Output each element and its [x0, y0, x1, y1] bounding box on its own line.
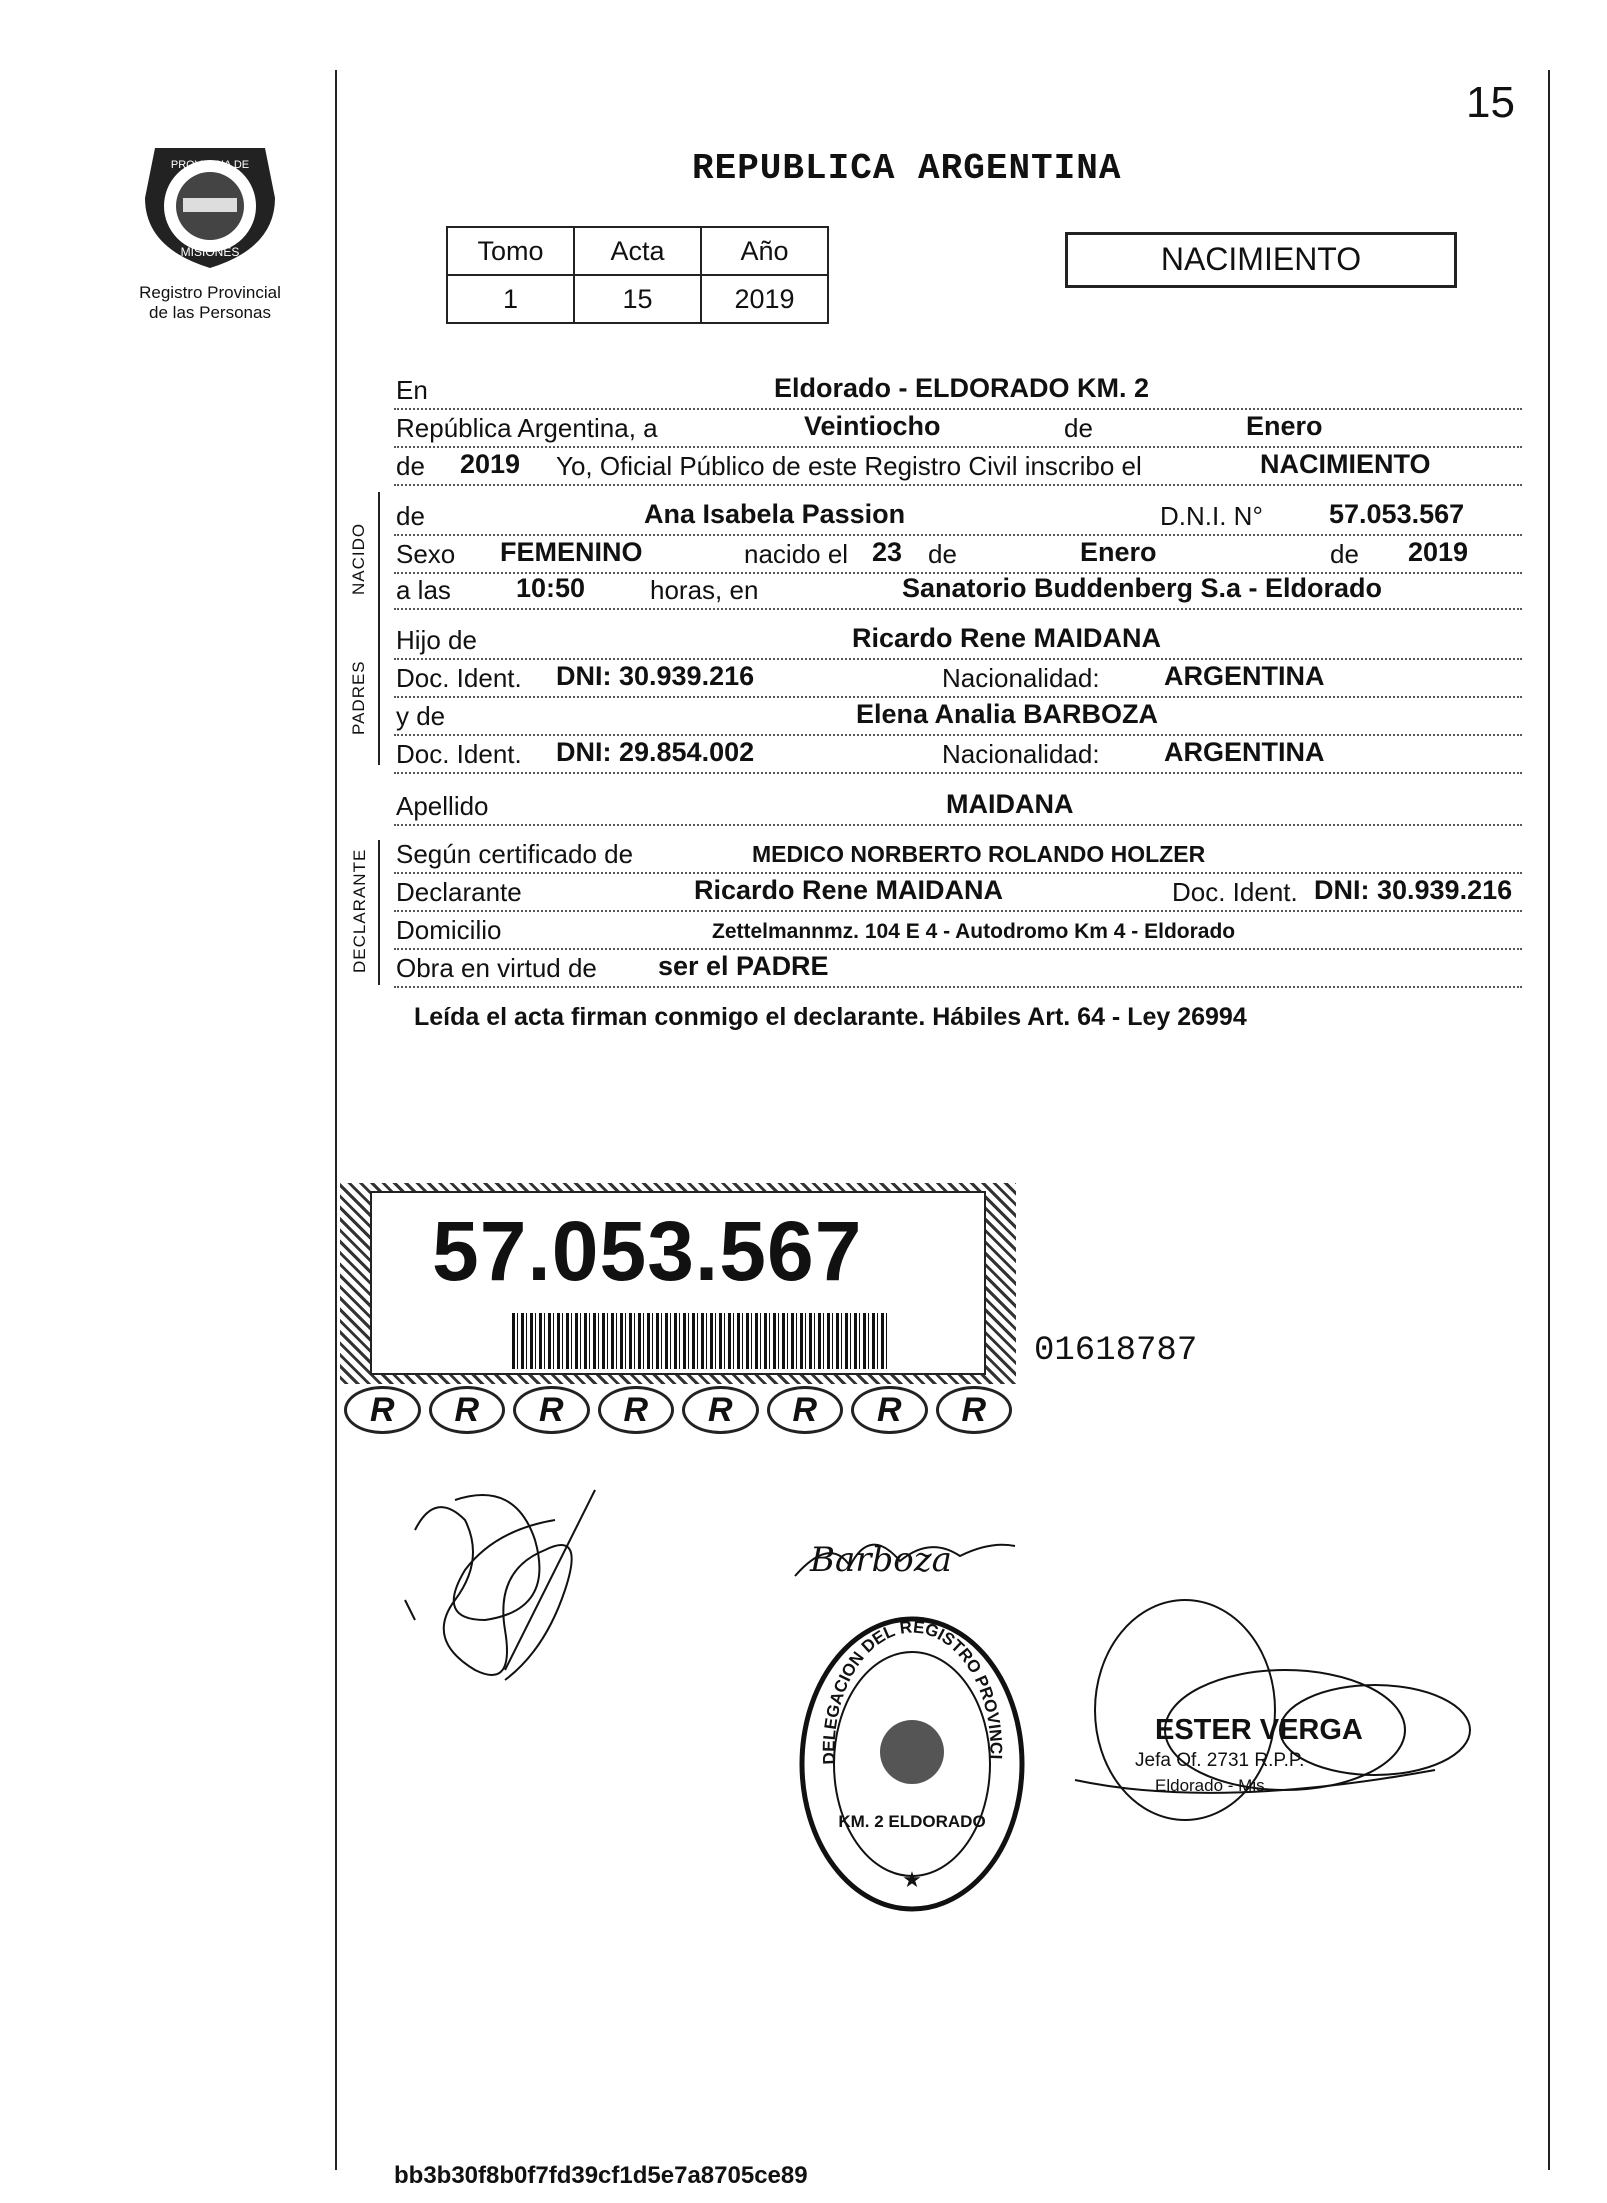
value-doc2: DNI: 29.854.002 [556, 737, 755, 767]
official-signature-stamp [1055, 1580, 1485, 1830]
seal-top-text: PROVINCIA DE [170, 159, 250, 171]
label-de: de [1064, 413, 1097, 444]
value-doc1: DNI: 30.939.216 [556, 661, 755, 691]
pattern-letter: R [767, 1386, 844, 1434]
label-doc3: Doc. Ident. [1172, 877, 1302, 908]
side-label-declarante: DECLARANTE [350, 848, 369, 973]
page-number: 15 [1466, 78, 1515, 127]
signer-name: ESTER VERGA [1155, 1714, 1363, 1746]
register-header-anio: Año [701, 227, 828, 275]
value-hora: 10:50 [516, 573, 586, 603]
label-yde: y de [396, 701, 449, 732]
round-stamp-icon [795, 1612, 1030, 1917]
round-stamp-outer-text: DELEGACION DEL REGISTRO PROVINCI [819, 1617, 1006, 1765]
document-title: REPUBLICA ARGENTINA [692, 148, 1122, 189]
label-domicilio: Domicilio [396, 915, 505, 946]
value-sexo: FEMENINO [500, 537, 643, 567]
pattern-letter: R [598, 1386, 675, 1434]
value-dni: 57.053.567 [1329, 499, 1465, 529]
closing-note: Leída el acta firman conmigo el declarante. Hábiles Art. 64 - Ley 26994 [414, 1003, 1247, 1031]
signer-title: Jefa Of. 2731 R.P.P. [1135, 1750, 1305, 1771]
value-nac-mes: Enero [1080, 537, 1157, 567]
declarant-signature [395, 1470, 615, 1710]
row-nombre [394, 500, 1522, 536]
value-inscribo: NACIMIENTO [1260, 449, 1431, 479]
label-hijo: Hijo de [396, 625, 481, 656]
nacido-bracket [378, 492, 380, 630]
row-doc1 [394, 662, 1522, 698]
right-margin-line [1548, 70, 1550, 2170]
register-table [446, 226, 829, 324]
label-nac1: Nacionalidad: [942, 663, 1104, 694]
side-label-padres: PADRES [349, 660, 368, 735]
label-de-4: de [1330, 539, 1363, 570]
id-stamp-panel [370, 1191, 986, 1375]
handwritten-annotation [790, 1516, 1020, 1596]
row-sexo [394, 538, 1522, 574]
document-hash: bb3b30f8b0f7fd39cf1d5e7a8705ce89 [394, 2162, 808, 2189]
left-margin-line [335, 70, 337, 2170]
padres-bracket [378, 630, 380, 765]
value-en: Eldorado - ELDORADO KM. 2 [774, 373, 1150, 403]
label-obra: Obra en virtud de [396, 953, 601, 984]
value-obra: ser el PADRE [658, 951, 829, 981]
svg-text:★: ★ [902, 1867, 922, 1892]
label-horas: horas, en [650, 575, 762, 606]
value-anio: 2019 [460, 449, 521, 479]
label-sexo: Sexo [396, 539, 459, 570]
logo-caption-1: Registro Provincial [139, 283, 281, 302]
register-value-acta: 15 [574, 275, 701, 323]
pattern-letter: R [513, 1386, 590, 1434]
official-signature-icon [1055, 1580, 1485, 1830]
value-apellido: MAIDANA [946, 789, 1074, 819]
pattern-letter: R [429, 1386, 506, 1434]
label-republica: República Argentina, a [396, 413, 662, 444]
value-nac2: ARGENTINA [1164, 737, 1325, 767]
label-certificado: Según certificado de [396, 839, 637, 870]
value-declarante: Ricardo Rene MAIDANA [694, 875, 1004, 905]
register-value-anio: 2019 [701, 275, 828, 323]
row-certificado [394, 838, 1522, 874]
value-nac-anio: 2019 [1408, 537, 1469, 567]
row-apellido [394, 790, 1522, 826]
pattern-letter: R [682, 1386, 759, 1434]
value-nac1: ARGENTINA [1164, 661, 1325, 691]
value-padre: Ricardo Rene MAIDANA [852, 623, 1162, 653]
label-nac2: Nacionalidad: [942, 739, 1104, 770]
label-dni: D.N.I. N° [1160, 501, 1267, 532]
register-header-tomo: Tomo [447, 227, 574, 275]
value-nac-dia: 23 [872, 537, 903, 567]
act-type-box: NACIMIENTO [1065, 232, 1457, 288]
signer-location: Eldorado - Mis. [1155, 1776, 1270, 1795]
label-declarante: Declarante [396, 877, 526, 908]
value-dia: Veintiocho [804, 411, 941, 441]
value-nombre: Ana Isabela Passion [644, 499, 906, 529]
declarante-bracket [378, 840, 380, 985]
value-lugar: Sanatorio Buddenberg S.a - Eldorado [902, 573, 1383, 603]
row-republica [394, 412, 1522, 448]
label-doc2: Doc. Ident. [396, 739, 526, 770]
value-mes: Enero [1246, 411, 1323, 441]
row-hijo [394, 624, 1522, 660]
label-inscribo: Yo, Oficial Público de este Registro Civil inscribo el [556, 451, 1146, 482]
round-stamp-inner-text: KM. 2 ELDORADO [838, 1812, 986, 1831]
stamp-pattern-row [340, 1384, 1016, 1436]
pattern-letter: R [344, 1386, 421, 1434]
row-doc2 [394, 738, 1522, 774]
barcode [512, 1313, 887, 1369]
row-obra [394, 952, 1522, 988]
value-madre: Elena Analia BARBOZA [856, 699, 1159, 729]
label-nombre: de [396, 501, 429, 532]
label-nacido: nacido el [744, 539, 852, 570]
label-apellido: Apellido [396, 791, 493, 822]
value-domicilio: Zettelmannmz. 104 E 4 - Autodromo Km 4 - Eldorado [712, 920, 1236, 943]
row-hora [394, 574, 1522, 610]
round-office-stamp [795, 1612, 1030, 1922]
value-certificado: MEDICO NORBERTO ROLANDO HOLZER [752, 841, 1206, 867]
stamp-serial: 01618787 [1034, 1332, 1198, 1370]
side-label-nacido: NACIDO [349, 522, 368, 595]
row-en [394, 374, 1522, 410]
logo-caption-2: de las Personas [149, 303, 271, 322]
id-stamp [340, 1183, 1016, 1436]
id-stamp-number: 57.053.567 [432, 1204, 863, 1298]
value-doc3: DNI: 30.939.216 [1314, 875, 1513, 905]
seal-bottom-text: MISIONES [180, 245, 240, 259]
pattern-letter: R [936, 1386, 1013, 1434]
row-madre [394, 700, 1522, 736]
row-inscribo [394, 450, 1522, 486]
register-value-tomo: 1 [447, 275, 574, 323]
label-de-3: de [928, 539, 961, 570]
row-declarante [394, 876, 1522, 912]
label-alas: a las [396, 575, 455, 606]
label-de-2: de [396, 451, 429, 482]
handwriting-text: Barboza [810, 1540, 952, 1580]
registry-seal-icon [125, 128, 295, 278]
label-doc1: Doc. Ident. [396, 663, 526, 694]
pattern-letter: R [851, 1386, 928, 1434]
label-en: En [396, 375, 432, 406]
provincial-logo [125, 128, 295, 323]
register-header-acta: Acta [574, 227, 701, 275]
row-domicilio [394, 914, 1522, 950]
